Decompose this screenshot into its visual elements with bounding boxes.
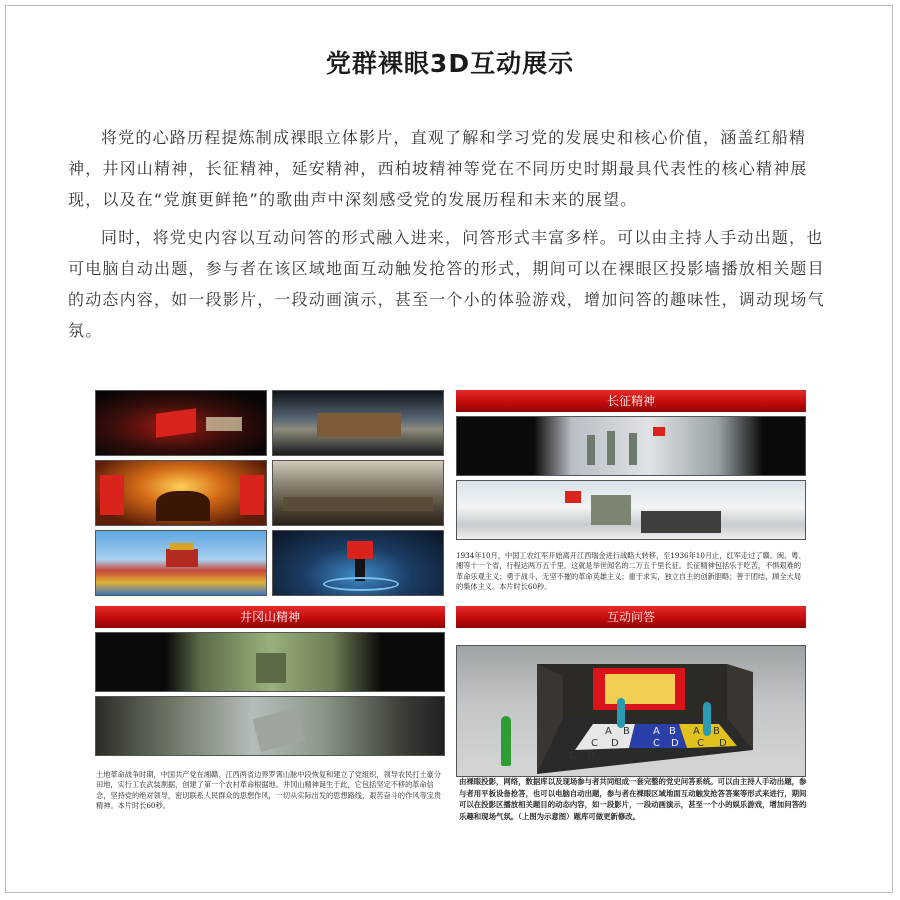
floor-option-b-label: B: [623, 726, 630, 737]
red-boat-hall-image: [272, 390, 444, 456]
participant-figure: [617, 698, 625, 728]
floor-option-b-label: B: [669, 726, 676, 737]
floor-option-b-label: B: [713, 726, 720, 737]
jinggangshan-caption: 土地革命战争时期，中国共产党在湘赣、江西两省边界罗霄山脉中段恢复和建立了党组织，领导农民打土豪分田地，实行工农武装割据，创建了第一个农村革命根据地。井冈山精神诞生于此，它包括坚定不移的革命信念，坚持党的绝对领导，密切联系人民群众的思想作风，一切从实际出发的思想路线，艰苦奋斗的作风等宝贵精神。本片时长60秒。: [96, 770, 442, 811]
long-march-caption: 1934年10月，中国工农红军开始离开江西瑞金进行战略大转移，至1936年10月止，红军走过了赣、闽、粤、湘等十一个省，行程达两万五千里。这就是举世闻名的二万五千里长征。长征精神包括乐于吃苦，不惧艰难的革命乐观主义；勇于战斗，无坚不摧的革命英雄主义；重于求实，独立自主的创新胆略；善于团结，顾全大局的集体主义。本片时长60秒。: [456, 551, 806, 592]
section-header-jinggangshan: 井冈山精神: [95, 606, 445, 628]
floor-option-c-label: C: [569, 750, 576, 761]
long-march-panorama-image-1: [456, 416, 806, 476]
participant-figure: [501, 716, 511, 766]
long-march-panorama-image-2: [456, 480, 806, 540]
speech-stage-scene-image: [272, 530, 444, 596]
floor-option-d-label: D: [671, 738, 679, 749]
tiananmen-celebration-image: [95, 530, 267, 596]
intro-paragraph: 将党的心路历程提炼制成裸眼立体影片，直观了解和学习党的发展史和核心价值，涵盖红船精神，井冈山精神，长征精神，延安精神，西柏坡精神等党在不同历史时期最具代表性的核心精神展现，以及在“党旗更鲜艳”的歌曲声中深刻感受党的发展历程和未来的展望。: [68, 128, 808, 209]
interactive-qa-caption: 由裸眼投影，网络，数据库以及现场参与者共同组成一套完整的党史问答系统。可以由主持人手动出题，参与者用平板设备抢答，也可以电脑自动出题，参与者在裸眼区域地面互动触发抢答答案等形式来进行，期间可以在投影区播放相关题目的动态内容，如一段影片，一段动画演示，甚至一个小的娱乐游戏，增加问答的乐趣和现场气氛。（上图为示意图）题库可做更新修改。: [459, 777, 807, 821]
floor-option-d-label: D: [587, 750, 595, 761]
red-boat-scene-image: [95, 390, 267, 456]
qa-paragraph: 同时，将党史内容以互动问答的形式融入进来，问答形式丰富多样。可以由主持人手动出题，也可电脑自动出题，参与者在该区域地面互动触发抢答的形式，期间可以在裸眼区投影墙播放相关题目的动态内容，如一段影片，一段动画演示，甚至一个小的体验游戏，增加问答的趣味性，调动现场气氛。: [68, 228, 825, 340]
floor-option-d-label: D: [719, 738, 727, 749]
floor-option-d-label: D: [611, 738, 619, 749]
jinggangshan-panorama-image-1: [95, 632, 445, 692]
floor-option-c-label: C: [697, 738, 704, 749]
participant-figure: [703, 702, 711, 736]
page-title: 党群裸眼3D互动展示: [325, 49, 575, 78]
jinggangshan-panorama-image-2: [95, 696, 445, 756]
interactive-qa-render-image: [456, 645, 806, 777]
floor-option-a-label: A: [693, 726, 700, 737]
floor-option-a-label: A: [605, 726, 612, 737]
yanan-village-scene-image: [272, 460, 444, 526]
section-header-interactive-qa: 互动问答: [456, 606, 806, 628]
floor-option-c-label: C: [653, 738, 660, 749]
section-header-long-march: 长征精神: [456, 390, 806, 412]
floor-option-a-label: A: [653, 726, 660, 737]
floor-option-c-label: C: [591, 738, 598, 749]
revolution-battle-scene-image: [95, 460, 267, 526]
